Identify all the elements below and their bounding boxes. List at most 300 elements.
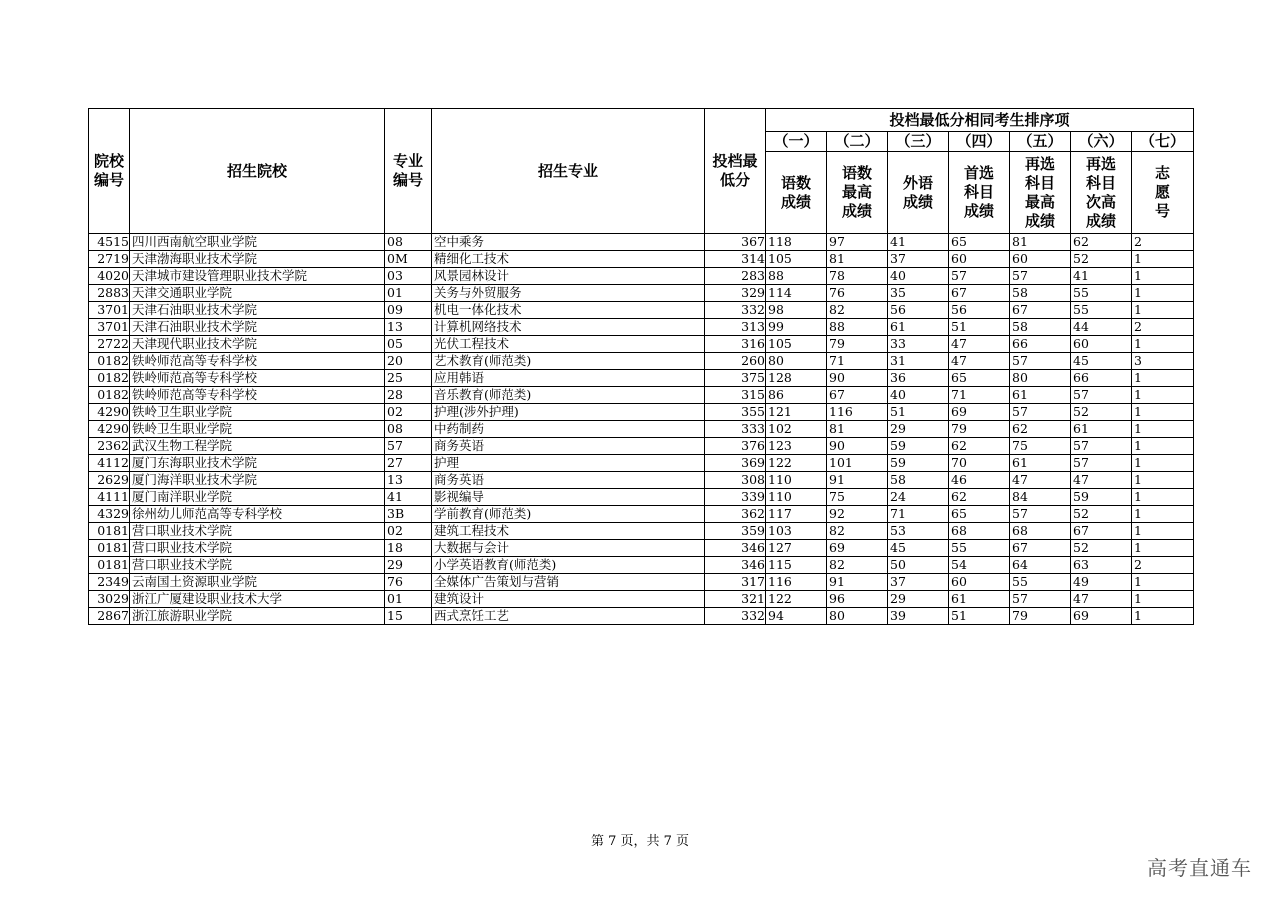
cell-school: 厦门南洋职业学院: [130, 489, 385, 506]
cell-order-3: 33: [888, 336, 949, 353]
cell-major-code: 09: [385, 302, 432, 319]
cell-order-2: 88: [827, 319, 888, 336]
cell-order-4: 69: [949, 404, 1010, 421]
cell-order-2: 81: [827, 421, 888, 438]
cell-order-3: 36: [888, 370, 949, 387]
cell-order-5: 67: [1010, 540, 1071, 557]
cell-school-code: 2349: [89, 574, 130, 591]
cell-school: 四川西南航空职业学院: [130, 234, 385, 251]
cell-order-6: 52: [1071, 506, 1132, 523]
cell-school: 天津渤海职业技术学院: [130, 251, 385, 268]
cell-order-3: 71: [888, 506, 949, 523]
cell-order-6: 49: [1071, 574, 1132, 591]
cell-order-4: 67: [949, 285, 1010, 302]
cell-min-score: 332: [705, 608, 766, 625]
cell-order-3: 50: [888, 557, 949, 574]
cell-school: 营口职业技术学院: [130, 540, 385, 557]
cell-order-4: 71: [949, 387, 1010, 404]
cell-order-6: 52: [1071, 404, 1132, 421]
cell-major-code: 08: [385, 234, 432, 251]
cell-order-1: 127: [766, 540, 827, 557]
cell-major-code: 01: [385, 285, 432, 302]
cell-order-1: 94: [766, 608, 827, 625]
cell-major-code: 27: [385, 455, 432, 472]
page-footer: 第 7 页，共 7 页: [590, 834, 690, 849]
cell-order-6: 45: [1071, 353, 1132, 370]
table-row: [89, 489, 1194, 506]
cell-order-7: 1: [1132, 336, 1194, 353]
cell-major: 学前教育(师范类): [432, 506, 705, 523]
cell-major: 艺术教育(师范类): [432, 353, 705, 370]
cell-order-5: 57: [1010, 591, 1071, 608]
cell-school-code: 4290: [89, 404, 130, 421]
cell-order-4: 60: [949, 251, 1010, 268]
cell-order-3: 31: [888, 353, 949, 370]
cell-order-7: 1: [1132, 506, 1194, 523]
cell-order-4: 70: [949, 455, 1010, 472]
cell-order-2: 80: [827, 608, 888, 625]
table-row: [89, 370, 1194, 387]
cell-min-score: 375: [705, 370, 766, 387]
cell-order-3: 35: [888, 285, 949, 302]
cell-school: 天津交通职业学院: [130, 285, 385, 302]
cell-major: 小学英语教育(师范类): [432, 557, 705, 574]
cell-min-score: 317: [705, 574, 766, 591]
table-row: [89, 285, 1194, 302]
cell-order-2: 76: [827, 285, 888, 302]
cell-order-6: 52: [1071, 540, 1132, 557]
cell-order-4: 62: [949, 438, 1010, 455]
header-school-code: 院校编号: [89, 109, 130, 234]
cell-order-6: 47: [1071, 591, 1132, 608]
cell-min-score: 316: [705, 336, 766, 353]
cell-school: 天津石油职业技术学院: [130, 319, 385, 336]
cell-major-code: 01: [385, 591, 432, 608]
cell-order-2: 96: [827, 591, 888, 608]
cell-order-7: 1: [1132, 591, 1194, 608]
cell-school-code: 4112: [89, 455, 130, 472]
cell-school: 武汉生物工程学院: [130, 438, 385, 455]
cell-order-5: 68: [1010, 523, 1071, 540]
cell-order-7: 2: [1132, 557, 1194, 574]
header-order-number: （四）: [949, 132, 1010, 152]
cell-order-5: 47: [1010, 472, 1071, 489]
table-body: [89, 234, 1194, 625]
cell-order-1: 88: [766, 268, 827, 285]
cell-order-5: 64: [1010, 557, 1071, 574]
table-row: [89, 353, 1194, 370]
cell-order-2: 75: [827, 489, 888, 506]
cell-major: 大数据与会计: [432, 540, 705, 557]
cell-order-1: 122: [766, 591, 827, 608]
cell-order-1: 86: [766, 387, 827, 404]
cell-order-4: 61: [949, 591, 1010, 608]
cell-school: 铁岭卫生职业学院: [130, 404, 385, 421]
cell-order-1: 102: [766, 421, 827, 438]
cell-order-6: 69: [1071, 608, 1132, 625]
cell-order-5: 58: [1010, 285, 1071, 302]
cell-order-7: 2: [1132, 234, 1194, 251]
header-order-item: 语数成绩: [766, 152, 827, 234]
cell-order-5: 57: [1010, 404, 1071, 421]
cell-order-3: 29: [888, 591, 949, 608]
cell-order-4: 47: [949, 353, 1010, 370]
cell-min-score: 313: [705, 319, 766, 336]
cell-major-code: 13: [385, 472, 432, 489]
header-min-score: 投档最低分: [705, 109, 766, 234]
cell-school: 天津城市建设管理职业技术学院: [130, 268, 385, 285]
cell-min-score: 260: [705, 353, 766, 370]
cell-school: 铁岭师范高等专科学校: [130, 387, 385, 404]
table-row: [89, 234, 1194, 251]
cell-order-3: 39: [888, 608, 949, 625]
cell-major-code: 03: [385, 268, 432, 285]
cell-min-score: 362: [705, 506, 766, 523]
cell-major-code: 18: [385, 540, 432, 557]
cell-major-code: 05: [385, 336, 432, 353]
cell-school: 厦门东海职业技术学院: [130, 455, 385, 472]
cell-order-7: 1: [1132, 455, 1194, 472]
cell-school: 天津现代职业技术学院: [130, 336, 385, 353]
cell-school: 铁岭卫生职业学院: [130, 421, 385, 438]
cell-major: 商务英语: [432, 472, 705, 489]
header-order-item: 外语成绩: [888, 152, 949, 234]
cell-order-2: 101: [827, 455, 888, 472]
cell-major: 建筑设计: [432, 591, 705, 608]
cell-order-1: 110: [766, 489, 827, 506]
cell-order-2: 67: [827, 387, 888, 404]
cell-major: 全媒体广告策划与营销: [432, 574, 705, 591]
cell-order-6: 55: [1071, 285, 1132, 302]
cell-order-4: 68: [949, 523, 1010, 540]
cell-order-7: 2: [1132, 319, 1194, 336]
cell-order-3: 45: [888, 540, 949, 557]
cell-order-2: 81: [827, 251, 888, 268]
cell-order-5: 61: [1010, 455, 1071, 472]
table-row: [89, 591, 1194, 608]
cell-major: 影视编导: [432, 489, 705, 506]
cell-order-3: 29: [888, 421, 949, 438]
header-order-number: （六）: [1071, 132, 1132, 152]
header-order-number: （五）: [1010, 132, 1071, 152]
cell-order-7: 1: [1132, 574, 1194, 591]
cell-order-2: 82: [827, 302, 888, 319]
table-row: [89, 302, 1194, 319]
header-order-item: 志愿号: [1132, 152, 1194, 234]
cell-order-4: 55: [949, 540, 1010, 557]
header-order-number: （二）: [827, 132, 888, 152]
cell-order-5: 57: [1010, 506, 1071, 523]
cell-major: 建筑工程技术: [432, 523, 705, 540]
cell-order-6: 47: [1071, 472, 1132, 489]
cell-major: 关务与外贸服务: [432, 285, 705, 302]
cell-order-1: 115: [766, 557, 827, 574]
cell-min-score: 359: [705, 523, 766, 540]
cell-order-3: 40: [888, 387, 949, 404]
cell-min-score: 308: [705, 472, 766, 489]
cell-order-6: 55: [1071, 302, 1132, 319]
cell-order-1: 98: [766, 302, 827, 319]
cell-order-4: 79: [949, 421, 1010, 438]
cell-order-4: 51: [949, 319, 1010, 336]
cell-order-6: 59: [1071, 489, 1132, 506]
cell-school-code: 4515: [89, 234, 130, 251]
table-row: [89, 523, 1194, 540]
cell-order-7: 1: [1132, 268, 1194, 285]
cell-major-code: 13: [385, 319, 432, 336]
cell-order-2: 79: [827, 336, 888, 353]
cell-major: 风景园林设计: [432, 268, 705, 285]
cell-major: 护理: [432, 455, 705, 472]
cell-school-code: 4329: [89, 506, 130, 523]
cell-major-code: 0M: [385, 251, 432, 268]
cell-min-score: 321: [705, 591, 766, 608]
cell-school-code: 0181: [89, 540, 130, 557]
cell-school-code: 3701: [89, 319, 130, 336]
cell-order-3: 53: [888, 523, 949, 540]
cell-order-3: 41: [888, 234, 949, 251]
cell-school-code: 2883: [89, 285, 130, 302]
header-order-item: 首选科目成绩: [949, 152, 1010, 234]
cell-major-code: 41: [385, 489, 432, 506]
cell-order-5: 84: [1010, 489, 1071, 506]
cell-major: 中药制药: [432, 421, 705, 438]
cell-order-4: 47: [949, 336, 1010, 353]
cell-school-code: 2719: [89, 251, 130, 268]
table-row: [89, 557, 1194, 574]
cell-order-5: 60: [1010, 251, 1071, 268]
cell-order-1: 123: [766, 438, 827, 455]
cell-order-4: 57: [949, 268, 1010, 285]
table-row: [89, 540, 1194, 557]
table-row: [89, 404, 1194, 421]
cell-order-6: 52: [1071, 251, 1132, 268]
cell-order-5: 58: [1010, 319, 1071, 336]
watermark: 高考直通车: [1147, 856, 1252, 880]
cell-order-6: 41: [1071, 268, 1132, 285]
cell-min-score: 346: [705, 540, 766, 557]
cell-major: 商务英语: [432, 438, 705, 455]
table-row: [89, 608, 1194, 625]
cell-order-7: 1: [1132, 523, 1194, 540]
cell-order-6: 62: [1071, 234, 1132, 251]
cell-order-6: 67: [1071, 523, 1132, 540]
cell-major: 计算机网络技术: [432, 319, 705, 336]
header-order-number: （七）: [1132, 132, 1194, 152]
cell-order-6: 44: [1071, 319, 1132, 336]
cell-major-code: 57: [385, 438, 432, 455]
cell-order-1: 105: [766, 251, 827, 268]
cell-order-5: 57: [1010, 353, 1071, 370]
cell-major-code: 15: [385, 608, 432, 625]
cell-order-2: 69: [827, 540, 888, 557]
cell-order-7: 1: [1132, 370, 1194, 387]
cell-order-6: 66: [1071, 370, 1132, 387]
cell-order-2: 92: [827, 506, 888, 523]
cell-order-3: 51: [888, 404, 949, 421]
cell-school: 营口职业技术学院: [130, 557, 385, 574]
cell-school: 铁岭师范高等专科学校: [130, 353, 385, 370]
cell-major: 西式烹饪工艺: [432, 608, 705, 625]
admission-table: [88, 108, 1194, 625]
cell-major-code: 3B: [385, 506, 432, 523]
cell-order-4: 51: [949, 608, 1010, 625]
table-row: [89, 251, 1194, 268]
cell-order-2: 71: [827, 353, 888, 370]
cell-school: 天津石油职业技术学院: [130, 302, 385, 319]
cell-order-4: 56: [949, 302, 1010, 319]
cell-order-7: 1: [1132, 540, 1194, 557]
cell-major: 机电一体化技术: [432, 302, 705, 319]
cell-major-code: 28: [385, 387, 432, 404]
cell-major: 应用韩语: [432, 370, 705, 387]
table-header: [89, 109, 1194, 234]
cell-school-code: 2867: [89, 608, 130, 625]
cell-order-3: 59: [888, 438, 949, 455]
table-row: [89, 438, 1194, 455]
cell-order-1: 99: [766, 319, 827, 336]
header-order-number: （三）: [888, 132, 949, 152]
cell-order-2: 91: [827, 574, 888, 591]
cell-school: 云南国土资源职业学院: [130, 574, 385, 591]
cell-major-code: 08: [385, 421, 432, 438]
cell-order-4: 65: [949, 506, 1010, 523]
table-row: [89, 472, 1194, 489]
cell-order-7: 1: [1132, 251, 1194, 268]
cell-order-7: 1: [1132, 608, 1194, 625]
cell-order-7: 1: [1132, 302, 1194, 319]
cell-school-code: 4290: [89, 421, 130, 438]
cell-order-6: 57: [1071, 387, 1132, 404]
table-row: [89, 387, 1194, 404]
cell-order-6: 60: [1071, 336, 1132, 353]
cell-order-4: 62: [949, 489, 1010, 506]
cell-order-1: 80: [766, 353, 827, 370]
cell-min-score: 283: [705, 268, 766, 285]
cell-min-score: 339: [705, 489, 766, 506]
table-row: [89, 336, 1194, 353]
cell-school: 营口职业技术学院: [130, 523, 385, 540]
header-school: 招生院校: [130, 109, 385, 234]
cell-order-3: 24: [888, 489, 949, 506]
cell-major-code: 20: [385, 353, 432, 370]
cell-min-score: 369: [705, 455, 766, 472]
cell-order-4: 65: [949, 370, 1010, 387]
cell-order-7: 1: [1132, 421, 1194, 438]
table-row: [89, 319, 1194, 336]
cell-order-6: 63: [1071, 557, 1132, 574]
cell-order-5: 67: [1010, 302, 1071, 319]
header-major-code: 专业编号: [385, 109, 432, 234]
cell-order-1: 103: [766, 523, 827, 540]
cell-order-4: 54: [949, 557, 1010, 574]
cell-major-code: 25: [385, 370, 432, 387]
cell-major-code: 29: [385, 557, 432, 574]
cell-order-2: 82: [827, 557, 888, 574]
cell-min-score: 367: [705, 234, 766, 251]
cell-major: 精细化工技术: [432, 251, 705, 268]
cell-school-code: 4111: [89, 489, 130, 506]
cell-order-1: 114: [766, 285, 827, 302]
header-order-item: 再选科目次高成绩: [1071, 152, 1132, 234]
cell-order-2: 90: [827, 370, 888, 387]
cell-order-3: 59: [888, 455, 949, 472]
cell-order-7: 1: [1132, 387, 1194, 404]
cell-school: 厦门海洋职业技术学院: [130, 472, 385, 489]
table-row: [89, 268, 1194, 285]
cell-school-code: 0181: [89, 557, 130, 574]
cell-school-code: 2362: [89, 438, 130, 455]
cell-order-1: 105: [766, 336, 827, 353]
cell-order-2: 78: [827, 268, 888, 285]
cell-min-score: 329: [705, 285, 766, 302]
cell-order-3: 37: [888, 574, 949, 591]
cell-major-code: 02: [385, 523, 432, 540]
cell-min-score: 314: [705, 251, 766, 268]
table-row: [89, 421, 1194, 438]
cell-school-code: 0182: [89, 387, 130, 404]
cell-major: 空中乘务: [432, 234, 705, 251]
cell-min-score: 355: [705, 404, 766, 421]
cell-order-5: 61: [1010, 387, 1071, 404]
cell-order-3: 40: [888, 268, 949, 285]
cell-order-1: 118: [766, 234, 827, 251]
cell-order-5: 80: [1010, 370, 1071, 387]
header-order-group: 投档最低分相同考生排序项: [766, 109, 1194, 132]
cell-order-5: 79: [1010, 608, 1071, 625]
cell-order-3: 58: [888, 472, 949, 489]
header-major: 招生专业: [432, 109, 705, 234]
cell-order-1: 122: [766, 455, 827, 472]
cell-order-7: 1: [1132, 404, 1194, 421]
cell-min-score: 376: [705, 438, 766, 455]
cell-min-score: 333: [705, 421, 766, 438]
cell-major: 护理(涉外护理): [432, 404, 705, 421]
cell-order-5: 66: [1010, 336, 1071, 353]
header-order-number: （一）: [766, 132, 827, 152]
cell-major-code: 02: [385, 404, 432, 421]
table-row: [89, 506, 1194, 523]
cell-order-5: 81: [1010, 234, 1071, 251]
cell-school-code: 3029: [89, 591, 130, 608]
cell-major: 光伏工程技术: [432, 336, 705, 353]
cell-order-7: 1: [1132, 489, 1194, 506]
cell-order-2: 116: [827, 404, 888, 421]
cell-order-7: 3: [1132, 353, 1194, 370]
cell-order-5: 75: [1010, 438, 1071, 455]
cell-order-5: 55: [1010, 574, 1071, 591]
table-row: [89, 574, 1194, 591]
cell-order-5: 57: [1010, 268, 1071, 285]
cell-order-7: 1: [1132, 285, 1194, 302]
cell-school: 浙江旅游职业学院: [130, 608, 385, 625]
cell-order-1: 121: [766, 404, 827, 421]
cell-school-code: 2629: [89, 472, 130, 489]
cell-order-6: 57: [1071, 455, 1132, 472]
cell-school-code: 4020: [89, 268, 130, 285]
header-order-item: 再选科目最高成绩: [1010, 152, 1071, 234]
cell-order-3: 37: [888, 251, 949, 268]
cell-order-3: 56: [888, 302, 949, 319]
cell-school-code: 2722: [89, 336, 130, 353]
cell-order-4: 60: [949, 574, 1010, 591]
cell-order-6: 57: [1071, 438, 1132, 455]
cell-order-1: 128: [766, 370, 827, 387]
table-row: [89, 455, 1194, 472]
cell-school-code: 0181: [89, 523, 130, 540]
cell-min-score: 332: [705, 302, 766, 319]
cell-order-1: 116: [766, 574, 827, 591]
